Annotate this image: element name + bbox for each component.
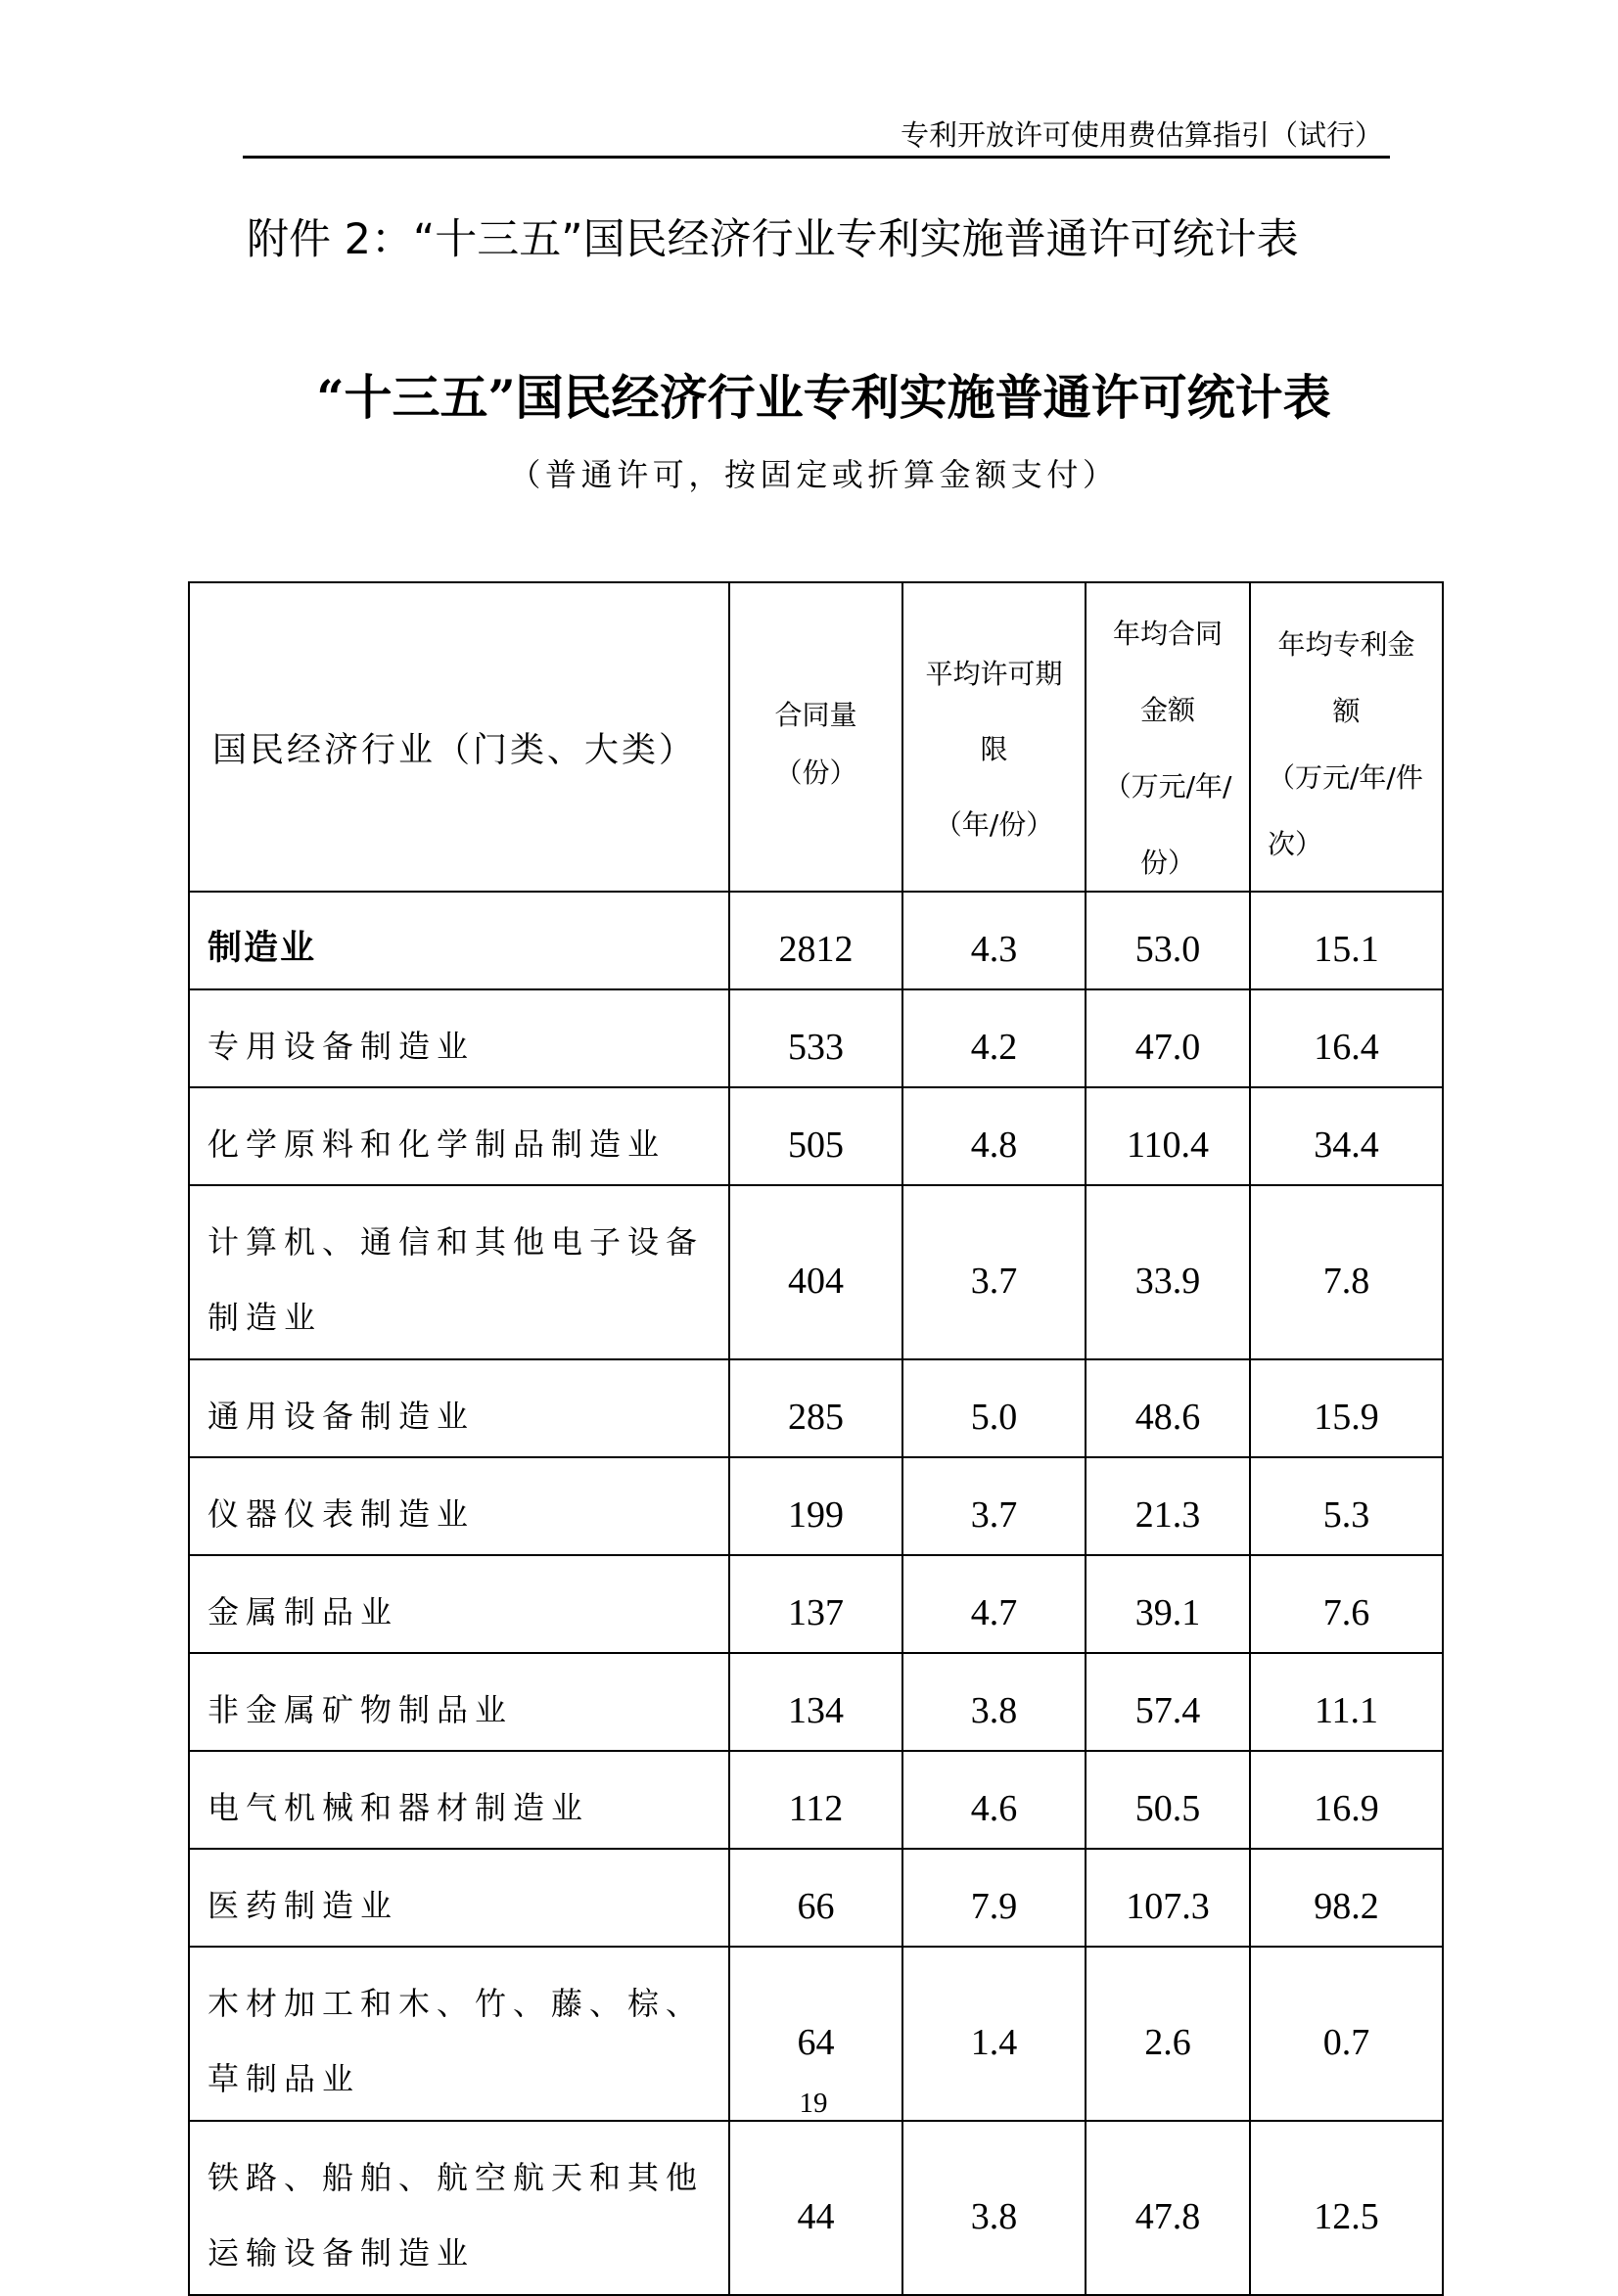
contracts-cell: 66 [729,1849,902,1947]
avg-term-cell: 1.4 [902,1947,1086,2121]
avg-patent-amount-cell: 7.6 [1250,1555,1443,1653]
avg-term-cell: 4.6 [902,1751,1086,1849]
industry-label: 电气机械和器材制造业 [208,1789,590,1826]
header-avg-contract-amount-line: 年均合同 [1112,618,1223,650]
header-industry-label: 国民经济行业（门类、大类） [212,731,697,770]
avg-contract-amount-cell: 21.3 [1086,1457,1250,1555]
contracts-cell: 505 [729,1087,902,1185]
header-contracts-line: （份） [774,757,857,789]
avg-patent-amount-cell: 15.1 [1250,892,1443,989]
header-avg-patent-amount-line: 次） [1268,828,1323,860]
industry-cell [189,1751,729,1849]
table-row [189,1751,1443,1849]
avg-contract-amount-cell: 110.4 [1086,1087,1250,1185]
avg-contract-amount-cell: 50.5 [1086,1751,1250,1849]
table-row-category [189,892,1443,989]
contracts-cell: 64 [729,1947,902,2121]
header-avg-contract-amount-line: （万元/年/ [1103,770,1232,803]
table-row [189,1359,1443,1457]
avg-contract-amount-cell: 48.6 [1086,1359,1250,1457]
avg-patent-amount-cell: 12.5 [1250,2121,1443,2295]
contracts-cell: 2812 [729,892,902,989]
contracts-cell: 134 [729,1653,902,1751]
avg-contract-amount-cell: 107.3 [1086,1849,1250,1947]
industry-label: 化学原料和化学制品制造业 [208,1125,667,1163]
avg-contract-amount-cell: 33.9 [1086,1185,1250,1359]
avg-contract-amount-cell: 57.4 [1086,1653,1250,1751]
industry-cell [189,2121,729,2295]
table-subtitle: （普通许可，按固定或折算金额支付） [509,456,1119,493]
avg-term-cell: 4.7 [902,1555,1086,1653]
industry-label: 木材加工和木、竹、藤、棕、草制品业 [208,1985,705,2097]
header-avg-term-line: 限 [980,733,1008,765]
avg-patent-amount-cell: 7.8 [1250,1185,1443,1359]
header-avg-term [902,582,1086,892]
industry-cell [189,1359,729,1457]
contracts-cell: 404 [729,1185,902,1359]
avg-term-cell: 4.2 [902,989,1086,1087]
avg-term-cell: 7.9 [902,1849,1086,1947]
table-row [189,989,1443,1087]
table-row [189,1653,1443,1751]
avg-patent-amount-cell: 16.9 [1250,1751,1443,1849]
contracts-cell: 137 [729,1555,902,1653]
industry-label: 铁路、船舶、航空航天和其他运输设备制造业 [208,2159,705,2272]
avg-term-cell: 3.8 [902,2121,1086,2295]
industry-cell [189,892,729,989]
avg-patent-amount-cell: 5.3 [1250,1457,1443,1555]
industry-label: 非金属矿物制品业 [208,1691,514,1728]
header-industry [189,582,729,892]
table-row [189,2121,1443,2295]
avg-contract-amount-cell: 2.6 [1086,1947,1250,2121]
running-header: 专利开放许可使用费估算指引（试行） [900,118,1383,152]
avg-patent-amount-cell: 98.2 [1250,1849,1443,1947]
avg-patent-amount-cell: 15.9 [1250,1359,1443,1457]
industry-label: 仪器仪表制造业 [208,1495,476,1533]
header-avg-patent-amount-line: （万元/年/件 [1268,761,1423,794]
avg-term-cell: 3.8 [902,1653,1086,1751]
avg-contract-amount-cell: 39.1 [1086,1555,1250,1653]
table-row [189,1457,1443,1555]
industry-cell [189,1849,729,1947]
header-avg-contract-amount [1086,582,1250,892]
table-row [189,1087,1443,1185]
industry-cell [189,1087,729,1185]
industry-label: 通用设备制造业 [208,1398,476,1435]
attachment-title: 附件 2：“十三五”国民经济行业专利实施普通许可统计表 [247,215,1299,264]
table-title: “十三五”国民经济行业专利实施普通许可统计表 [316,369,1331,426]
statistics-table [188,581,1444,2296]
header-avg-patent-amount [1250,582,1443,892]
industry-label: 专用设备制造业 [208,1028,476,1065]
industry-label: 金属制品业 [208,1593,399,1630]
avg-patent-amount-cell: 0.7 [1250,1947,1443,2121]
industry-label: 医药制造业 [208,1887,399,1924]
avg-term-cell: 3.7 [902,1457,1086,1555]
header-avg-contract-amount-line: 金额 [1139,694,1195,726]
industry-cell [189,989,729,1087]
table-row [189,1849,1443,1947]
avg-patent-amount-cell: 34.4 [1250,1087,1443,1185]
contracts-cell: 112 [729,1751,902,1849]
contracts-cell: 533 [729,989,902,1087]
avg-patent-amount-cell: 11.1 [1250,1653,1443,1751]
contracts-cell: 199 [729,1457,902,1555]
header-rule [243,156,1390,159]
avg-contract-amount-cell: 53.0 [1086,892,1250,989]
table-row [189,1185,1443,1359]
header-avg-patent-amount-line: 额 [1332,695,1361,727]
industry-cell [189,1457,729,1555]
header-avg-term-line: （年/份） [934,808,1054,841]
header-avg-patent-amount-line: 年均专利金 [1277,628,1415,661]
header-avg-contract-amount-line: 份） [1139,847,1195,879]
avg-term-cell: 4.8 [902,1087,1086,1185]
industry-cell [189,1555,729,1653]
header-avg-term-line: 平均许可期 [925,658,1063,690]
contracts-cell: 285 [729,1359,902,1457]
header-contracts [729,582,902,892]
page-number: 19 [799,2088,828,2119]
avg-term-cell: 3.7 [902,1185,1086,1359]
industry-cell [189,1653,729,1751]
contracts-cell: 44 [729,2121,902,2295]
industry-label: 制造业 [208,929,317,968]
industry-label: 计算机、通信和其他电子设备制造业 [208,1223,705,1336]
avg-term-cell: 4.3 [902,892,1086,989]
header-contracts-line: 合同量 [774,699,857,731]
avg-patent-amount-cell: 16.4 [1250,989,1443,1087]
avg-contract-amount-cell: 47.0 [1086,989,1250,1087]
avg-contract-amount-cell: 47.8 [1086,2121,1250,2295]
table-row [189,1555,1443,1653]
industry-cell [189,1185,729,1359]
table-header-row [189,582,1443,892]
avg-term-cell: 5.0 [902,1359,1086,1457]
